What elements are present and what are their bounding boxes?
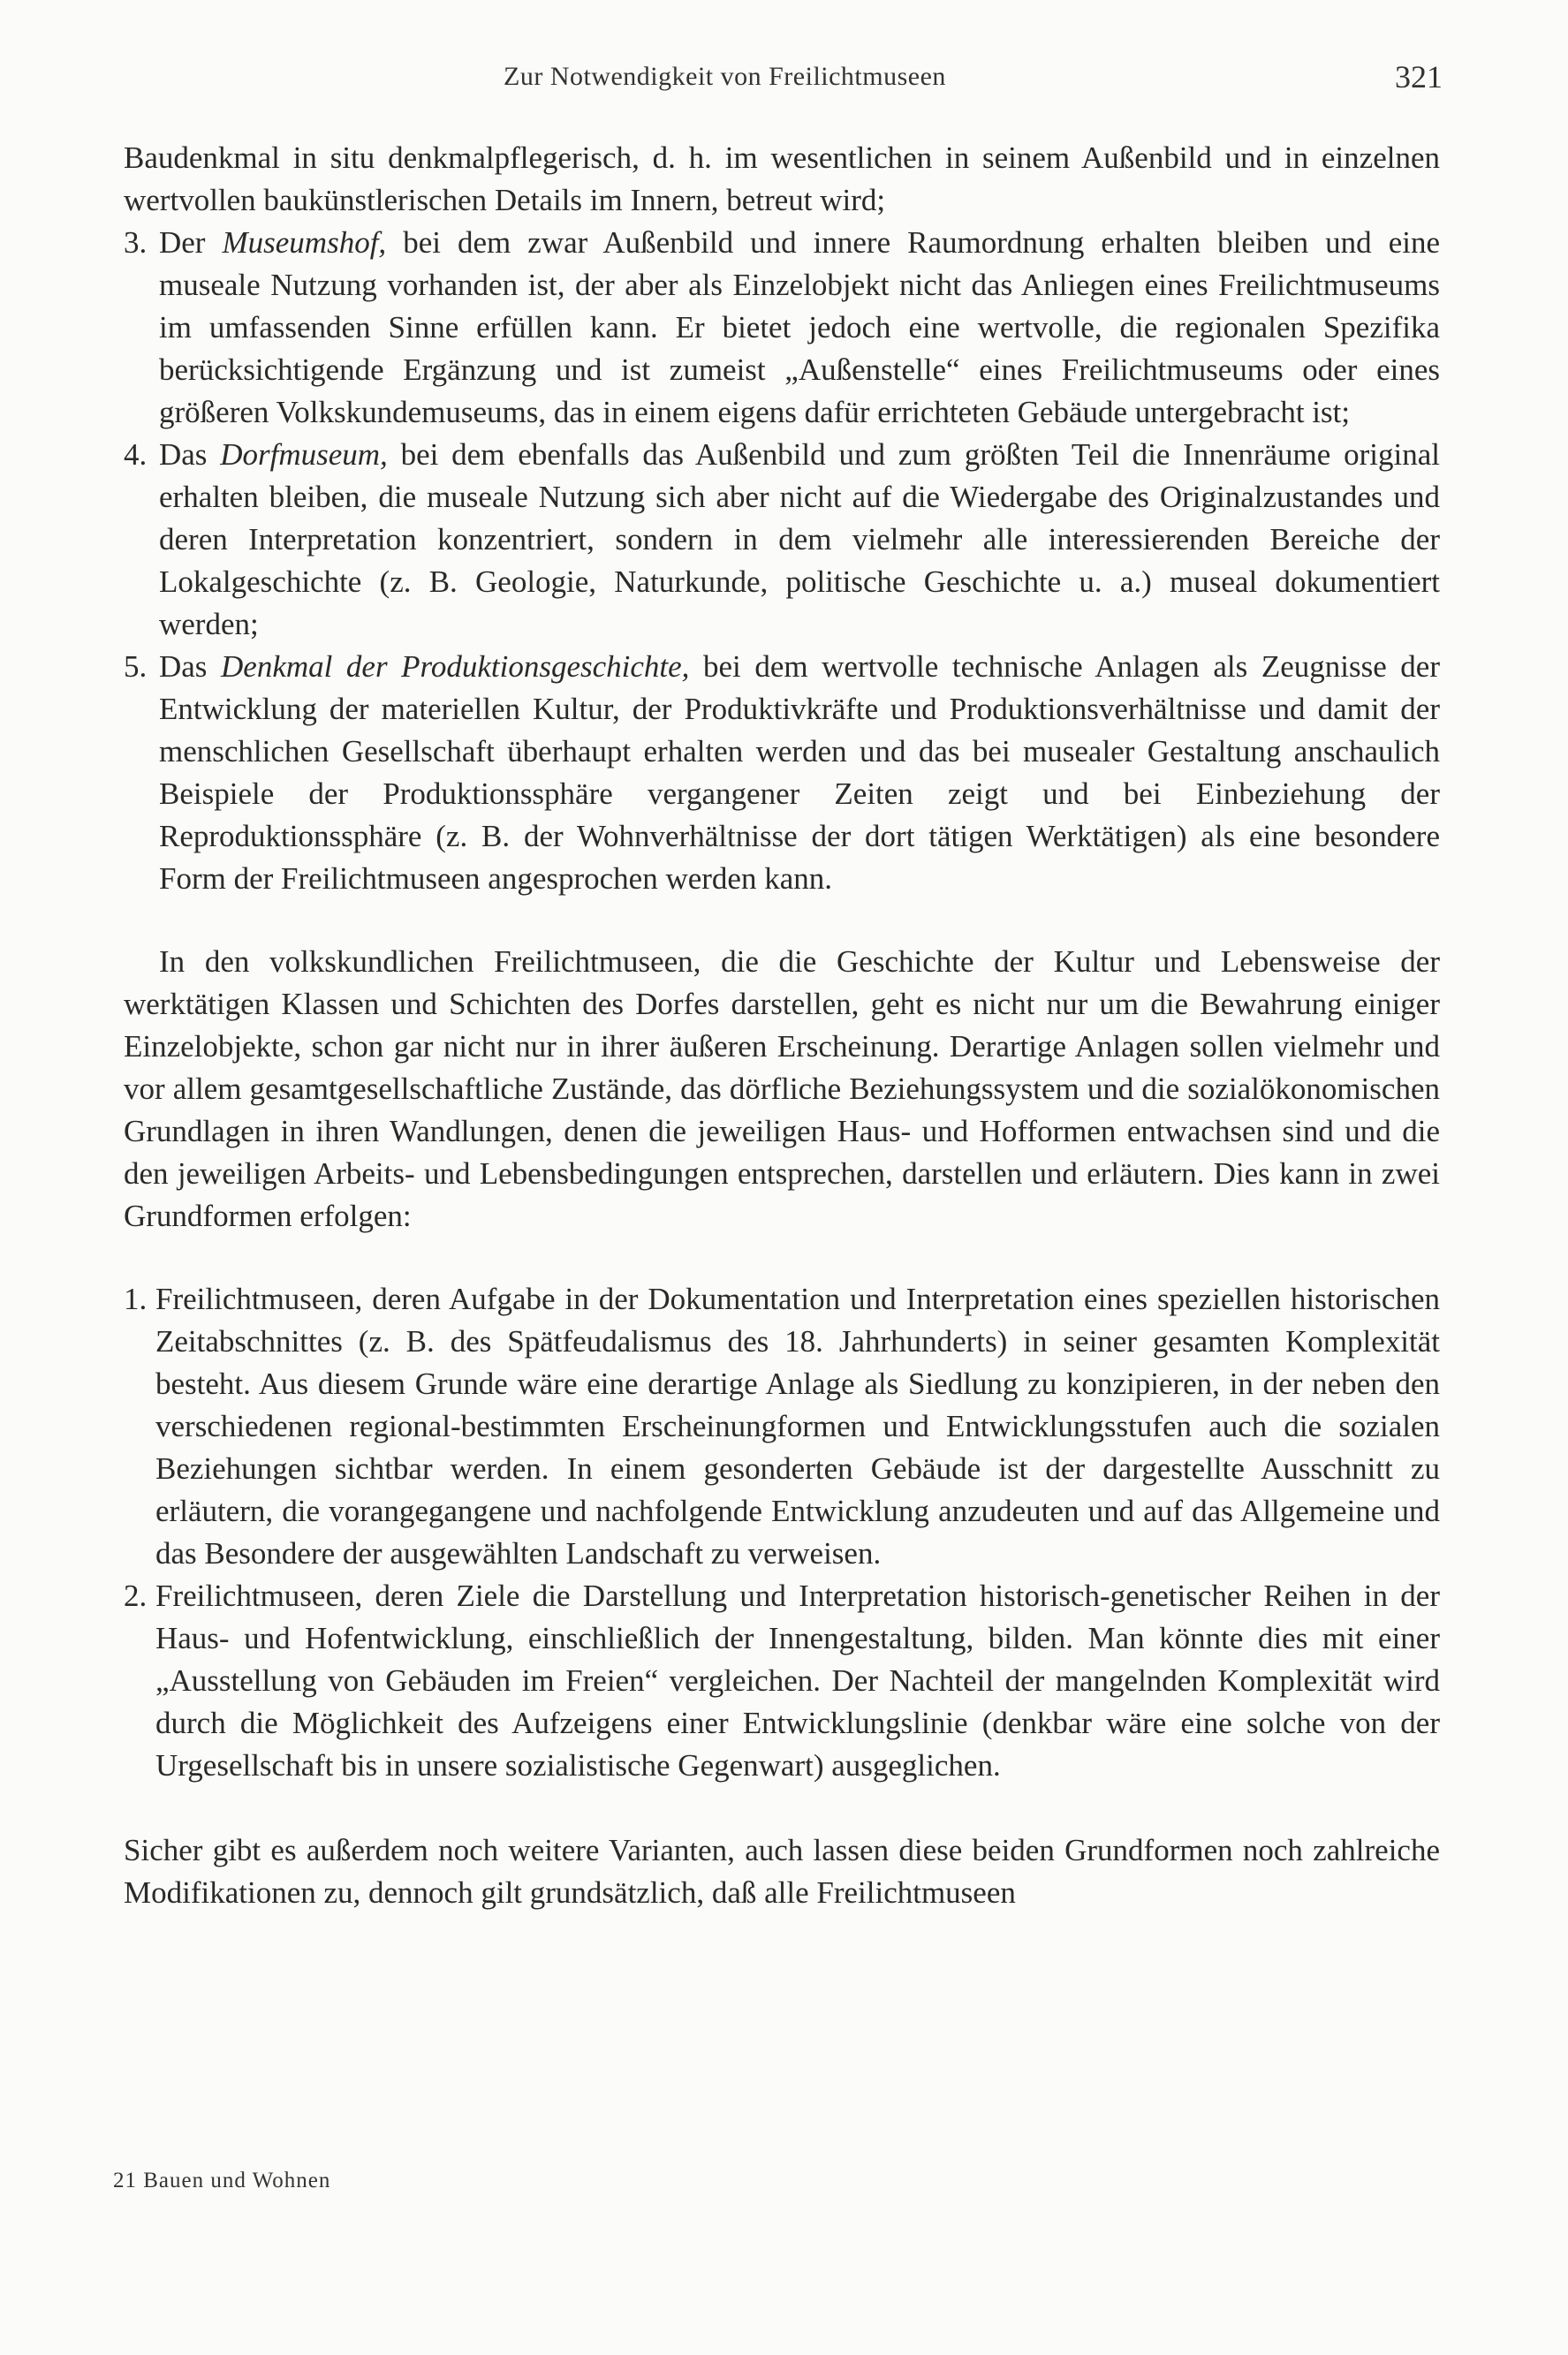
grundformen-list xyxy=(124,1278,1440,1787)
running-title: Zur Notwendigkeit von Freilichtmuseen xyxy=(504,62,946,91)
list-number: 5. xyxy=(124,649,148,684)
continuation-paragraph: Baudenkmal in situ denkmalpflegerisch, d. h. im wesentlichen in seinem Außenbild und in einzelnen wertvollen baukünstlerischen Details im Innern, betreut wird; xyxy=(124,140,1440,217)
list-number: 2. xyxy=(124,1579,148,1613)
main-text xyxy=(124,137,1440,1914)
list-item-text: bei dem zwar Außenbild und innere Raumordnung erhalten bleiben und eine museale Nutzung vorhanden ist, der aber als Einzelobjekt nicht das Anliegen eines Freilichtmuseums im umfassenden Sinne erfüllen kann. Er bietet jedoch eine wertvolle, die regionalen Spezifika berücksichtigende Ergänzung und ist zumeist „Außenstelle“ eines Freilichtmuseums oder eines größeren Volkskundemuseums, das in einem eigens dafür errichteten Gebäude untergebracht ist; xyxy=(159,225,1441,429)
list-item-text: bei dem ebenfalls das Außenbild und zum größten Teil die Innenräume original erhalten bleiben, die museale Nutzung sich aber nicht auf die Wiedergabe des Originalzustandes und deren Interpretation konzentriert, sondern in dem vielmehr alle interessierenden Bereiche der Lokalgeschichte (z. B. Geologie, Naturkunde, politische Geschichte u. a.) museal dokumentiert werden; xyxy=(159,437,1440,641)
list-item-lead: Das xyxy=(159,437,221,472)
list-item-term: Dorfmuseum, xyxy=(220,437,388,472)
list-number: 3. xyxy=(124,225,148,260)
signature-mark: 21 Bauen und Wohnen xyxy=(113,2169,331,2192)
list-item-text: bei dem wertvolle technische Anlagen als Zeugnisse der Entwicklung der materiellen Kultur, der Produktivkräfte und Produktionsverhältnisse und damit der menschlichen Gesellschaft überhaupt erhalten werden und das bei musealer Gestaltung anschaulich Beispiele der Produktionssphäre vergangener Zeiten zeigt und bei Einbeziehung der Reproduktionssphäre (z. B. der Wohnverhältnisse der dort tätigen Werktätigen) als eine besondere Form der Freilichtmuseen angesprochen werden kann. xyxy=(159,649,1440,896)
intro-paragraph: In den volkskundlichen Freilichtmuseen, die die Geschichte der Kultur und Lebensweise der werktätigen Klassen und Schichten des Dorfes darstellen, geht es nicht nur um die Bewahrung einiger Einzelobjekte, schon gar nicht nur in ihrer äußeren Erscheinung. Derartige Anlagen sollen vielmehr und vor allem gesamtgesellschaftliche Zustände, das dörfliche Beziehungssystem und die sozialökonomischen Grundlagen in ihren Wandlungen, denen die jeweiligen Haus- und Hofformen entwachsen sind und die den jeweiligen Arbeits- und Lebensbedingungen entsprechen, darstellen und erläutern. Dies kann in zwei Grundformen erfolgen: xyxy=(124,944,1440,1233)
list-item-term: Denkmal der Produktionsgeschichte, xyxy=(221,649,690,684)
list-item-text: Freilichtmuseen, deren Ziele die Darstellung und Interpretation historisch-genetischer Reihen in der Haus- und Hofentwicklung, einschließlich der Innengestaltung, bilden. Man könnte dies mit einer „Ausstellung von Gebäuden im Freien“ vergleichen. Der Nachteil der mangelnden Komplexität wird durch die Möglichkeit des Aufzeigens einer Entwicklungslinie (denkbar wäre eine solche von der Urgesellschaft bis in unsere sozialistische Gegenwart) ausgeglichen. xyxy=(155,1579,1440,1783)
page-number: 321 xyxy=(1395,59,1443,95)
list-item-text: Freilichtmuseen, deren Aufgabe in der Dokumentation und Interpretation eines speziellen historischen Zeitabschnittes (z. B. des Spätfeudalismus des 18. Jahrhunderts) in seiner gesamten Komplexität besteht. Aus diesem Grunde wäre eine derartige Anlage als Siedlung zu konzipieren, in der neben den verschiedenen regional-bestimmten Erscheinungformen und Entwicklungsstufen auch die sozialen Beziehungen sichtbar werden. In einem gesonderten Gebäude ist der dargestellte Ausschnitt zu erläutern, die vorangegangene und nachfolgende Entwicklung anzudeuten und auf das Allgemeine und das Besondere der ausgewählten Landschaft zu verweisen. xyxy=(155,1282,1440,1571)
list-item-5 xyxy=(124,646,1440,900)
list-item-2 xyxy=(124,1575,1440,1787)
list-item-4 xyxy=(124,434,1440,646)
list-number: 4. xyxy=(124,437,148,472)
final-paragraph: Sicher gibt es außerdem noch weitere Varianten, auch lassen diese beiden Grundformen noch zahlreiche Modifikationen zu, dennoch gilt grundsätzlich, daß alle Freilichtmuseen xyxy=(124,1833,1440,1910)
list-item-lead: Der xyxy=(159,225,223,260)
list-item-3 xyxy=(124,222,1440,434)
list-number: 1. xyxy=(124,1282,148,1316)
list-item-lead: Das xyxy=(159,649,222,684)
list-item-1 xyxy=(124,1278,1440,1575)
list-item-term: Museumshof, xyxy=(222,225,387,260)
